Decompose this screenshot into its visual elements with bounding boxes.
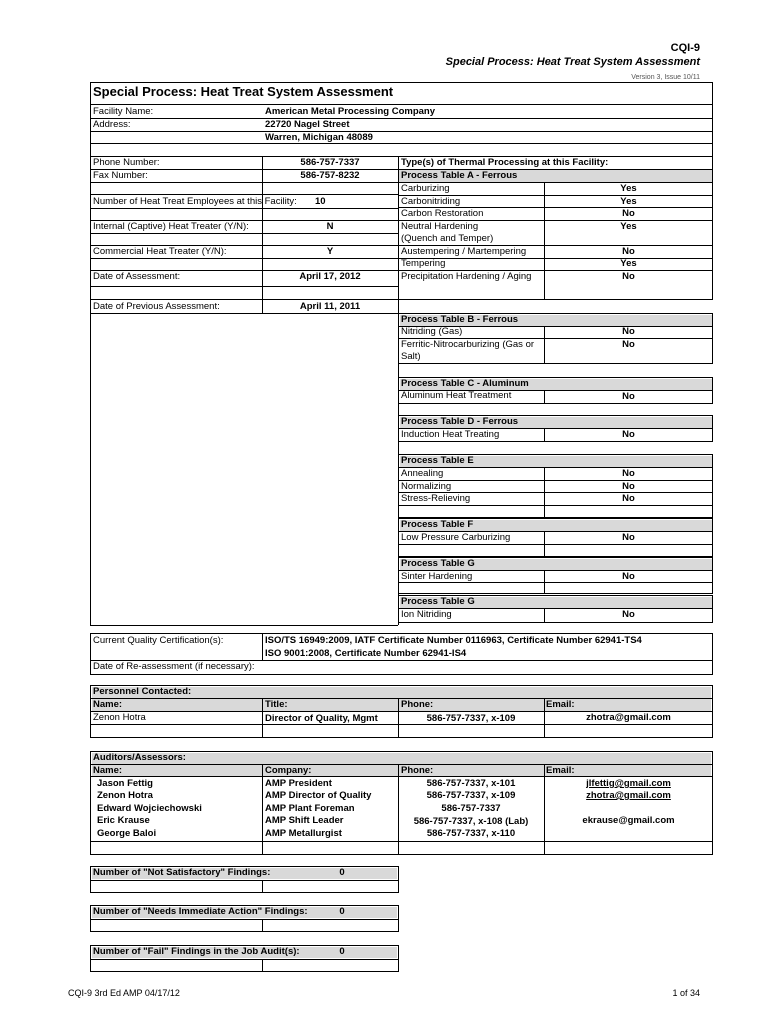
table-a-label: Carburizing	[401, 183, 450, 194]
processing-types-label: Type(s) of Thermal Processing at this Facility:	[401, 157, 609, 168]
auditor-phone: 586-757-7337	[441, 803, 501, 814]
auditors-header-name: Name:	[93, 765, 123, 776]
auditor-phone: 586-757-7337, x-110	[426, 828, 516, 839]
finding-value: 0	[339, 946, 345, 957]
page-title: Special Process: Heat Treat System Assessment	[93, 84, 394, 99]
table-b-label: Ferritic-Nitrocarburizing (Gas or	[401, 339, 535, 350]
internal-label: Internal (Captive) Heat Treater (Y/N):	[93, 221, 249, 232]
footer-left: CQI-9 3rd Ed AMP 04/17/12	[68, 988, 180, 998]
phone-value: 586-757-7337	[300, 157, 360, 168]
page-number: 1 of 34	[672, 988, 700, 998]
table-e-label: Stress-Relieving	[401, 493, 471, 504]
personnel-header-phone: Phone:	[401, 699, 434, 710]
personnel-header-email: Email:	[546, 699, 575, 710]
commercial-label: Commercial Heat Treater (Y/N):	[93, 246, 227, 257]
doc-code: CQI-9	[670, 42, 700, 54]
table-a-label: Precipitation Hardening / Aging	[401, 271, 532, 282]
table-e-value: No	[622, 481, 635, 492]
auditor-company: AMP President	[265, 778, 332, 789]
personnel-email: zhotra@gmail.com	[586, 712, 671, 723]
table-e-value: No	[622, 493, 635, 504]
auditor-phone: 586-757-7337, x-109	[426, 790, 516, 801]
table-c-label: Aluminum Heat Treatment	[401, 390, 512, 401]
table-b-value: No	[622, 339, 635, 350]
personnel-title: Personnel Contacted:	[93, 686, 192, 697]
table-g2-label: Ion Nitriding	[401, 609, 452, 620]
auditors-header-email: Email:	[546, 765, 575, 776]
table-a-label: Tempering	[401, 258, 446, 269]
auditor-company: AMP Director of Quality	[265, 790, 372, 801]
table-a-label: Neutral Hardening	[401, 221, 479, 232]
table-e-title: Process Table E	[401, 455, 474, 466]
address-line1: 22720 Nagel Street	[265, 119, 350, 130]
table-a-value: No	[622, 246, 635, 257]
auditor-name: Jason Fettig	[97, 778, 153, 789]
auditor-phone: 586-757-7337, x-101	[426, 778, 516, 789]
table-a-title: Process Table A - Ferrous	[401, 170, 518, 181]
table-a-label: Carbon Restoration	[401, 208, 484, 219]
table-f-value: No	[622, 532, 635, 543]
employees-value: 10	[315, 196, 326, 207]
table-a-value: No	[622, 208, 635, 219]
table-a-label: Austempering / Martempering	[401, 246, 527, 257]
table-b-label: Salt)	[401, 351, 421, 362]
auditor-name: Eric Krause	[97, 815, 150, 826]
phone-label: Phone Number:	[93, 157, 160, 168]
table-g1-title: Process Table G	[401, 558, 475, 569]
fax-value: 586-757-8232	[300, 170, 360, 181]
personnel-phone: 586-757-7337, x-109	[426, 713, 516, 724]
fax-label: Fax Number:	[93, 170, 148, 181]
table-a-value: Yes	[620, 196, 637, 207]
auditor-email[interactable]: zhotra@gmail.com	[586, 790, 671, 801]
table-a-value: No	[622, 271, 635, 282]
auditor-name: Edward Wojciechowski	[97, 803, 202, 814]
table-g1-label: Sinter Hardening	[401, 571, 473, 582]
prev-assessment-value: April 11, 2011	[299, 301, 361, 312]
table-b-value: No	[622, 326, 635, 337]
doc-subtitle: Special Process: Heat Treat System Assessment	[445, 56, 700, 68]
commercial-value: Y	[326, 246, 334, 257]
table-a-value: Yes	[620, 183, 637, 194]
table-f-title: Process Table F	[401, 519, 474, 530]
table-d-value: No	[622, 429, 635, 440]
finding-label: Number of "Fail" Findings in the Job Audit(s):	[93, 946, 300, 957]
table-g2-value: No	[622, 609, 635, 620]
table-a-label: (Quench and Temper)	[401, 233, 494, 244]
personnel-name: Zenon Hotra	[93, 712, 146, 723]
table-c-value: No	[622, 391, 635, 402]
table-g2-title: Process Table G	[401, 596, 475, 607]
auditor-company: AMP Plant Foreman	[265, 803, 355, 814]
finding-value: 0	[339, 867, 345, 878]
auditor-name: George Baloi	[97, 828, 157, 839]
certification-label: Current Quality Certification(s):	[93, 635, 224, 646]
auditor-email[interactable]: jlfettig@gmail.com	[586, 778, 671, 789]
facility-name-label: Facility Name:	[93, 106, 154, 117]
table-b-label: Nitriding (Gas)	[401, 326, 463, 337]
table-a-value: Yes	[620, 221, 637, 232]
employees-label: Number of Heat Treat Employees at this Facility:	[93, 196, 297, 207]
table-a-value: Yes	[620, 258, 637, 269]
facility-name-value: American Metal Processing Company	[265, 106, 435, 117]
assessment-date-value: April 17, 2012	[299, 271, 361, 282]
finding-value: 0	[339, 906, 345, 917]
auditor-phone: 586-757-7337, x-108 (Lab)	[413, 816, 529, 827]
table-g1-value: No	[622, 571, 635, 582]
reassessment-label: Date of Re-assessment (if necessary):	[93, 661, 255, 672]
table-a-label: Carbonitriding	[401, 196, 461, 207]
table-d-title: Process Table D - Ferrous	[401, 416, 519, 427]
address-label: Address:	[93, 119, 131, 130]
table-e-label: Normalizing	[401, 481, 452, 492]
certification-line1: ISO/TS 16949:2009, IATF Certificate Number 0116963, Certificate Number 62941-TS4	[265, 635, 642, 646]
certification-line2: ISO 9001:2008, Certificate Number 62941-IS4	[265, 648, 467, 659]
personnel-header-name: Name:	[93, 699, 123, 710]
table-b-title: Process Table B - Ferrous	[401, 314, 519, 325]
internal-value: N	[326, 221, 334, 232]
auditors-header-phone: Phone:	[401, 765, 434, 776]
personnel-title-value: Director of Quality, Mgmt	[265, 713, 378, 724]
auditor-name: Zenon Hotra	[97, 790, 153, 801]
table-e-label: Annealing	[401, 468, 444, 479]
auditors-header-company: Company:	[265, 765, 312, 776]
table-c-title: Process Table C - Aluminum	[401, 378, 529, 389]
table-f-label: Low Pressure Carburizing	[401, 532, 511, 543]
finding-label: Number of "Needs Immediate Action" Findings:	[93, 906, 308, 917]
auditor-email[interactable]: ekrause@gmail.com	[582, 815, 675, 826]
personnel-header-title: Title:	[265, 699, 288, 710]
auditors-title: Auditors/Assessors:	[93, 752, 186, 763]
auditor-company: AMP Metallurgist	[265, 828, 342, 839]
address-line2: Warren, Michigan 48089	[265, 132, 373, 143]
doc-version: Version 3, Issue 10/11	[631, 74, 700, 81]
assessment-date-label: Date of Assessment:	[93, 271, 181, 282]
table-d-label: Induction Heat Treating	[401, 429, 500, 440]
table-e-value: No	[622, 468, 635, 479]
prev-assessment-label: Date of Previous Assessment:	[93, 301, 220, 312]
finding-label: Number of "Not Satisfactory" Findings:	[93, 867, 271, 878]
auditor-company: AMP Shift Leader	[265, 815, 344, 826]
